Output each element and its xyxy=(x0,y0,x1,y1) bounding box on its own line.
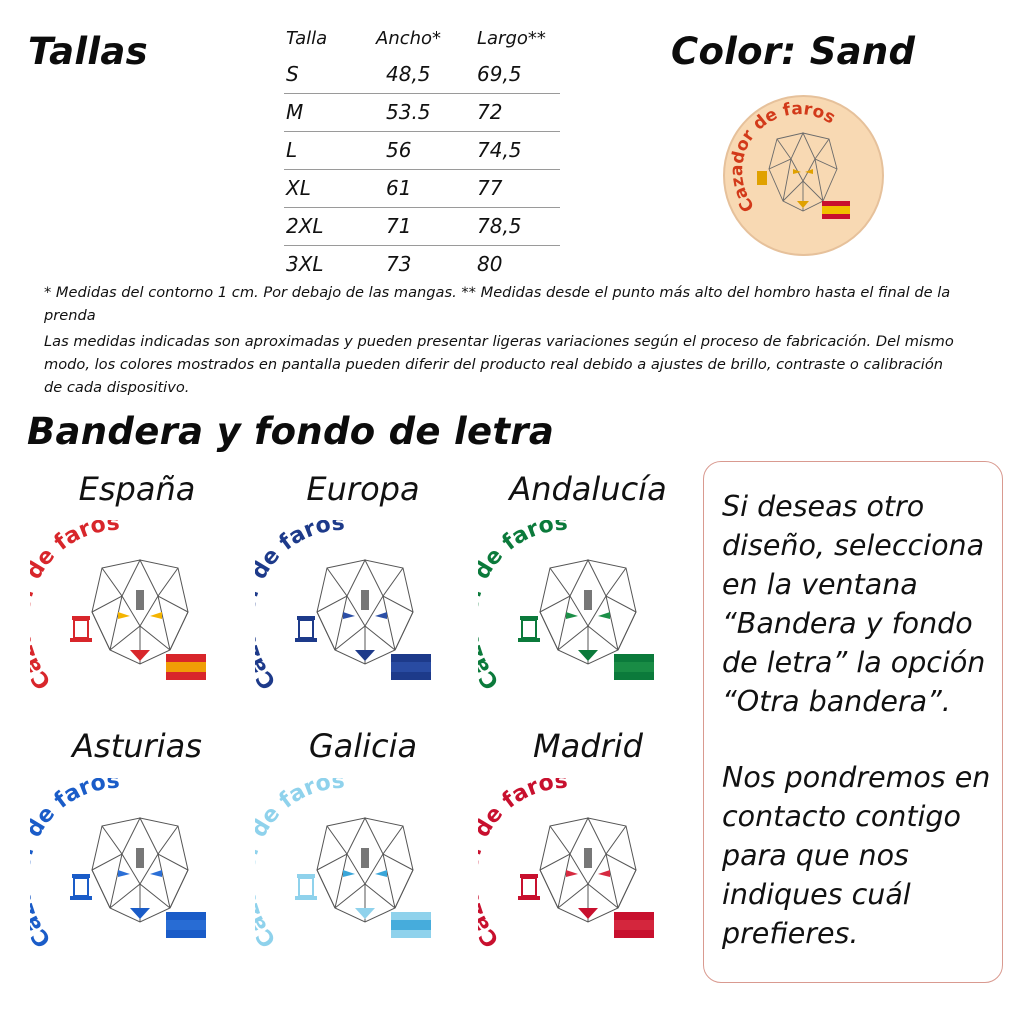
length-cell: 69,5 xyxy=(477,62,522,86)
lighthouse-icon xyxy=(518,874,540,900)
logo-text: e faros xyxy=(479,778,569,830)
spain-flag-icon xyxy=(822,201,850,219)
variant-logo-asturias[interactable] xyxy=(30,778,220,958)
table-row xyxy=(284,208,560,246)
puma-logo-icon xyxy=(478,520,668,700)
variant-label-asturias: Asturias xyxy=(72,727,202,765)
svg-text:Cazador de faros xyxy=(255,520,345,694)
size-cell: 2XL xyxy=(286,214,324,238)
logo-text: e faros xyxy=(256,520,346,572)
length-cell: 72 xyxy=(477,100,503,124)
size-table-header xyxy=(284,26,560,56)
variant-label-espana: España xyxy=(78,470,196,508)
andalucia-flag-icon xyxy=(614,654,654,680)
size-cell: L xyxy=(286,138,298,162)
header-ancho: Ancho* xyxy=(376,28,442,49)
logo-text: e faros xyxy=(31,520,121,572)
disclaimer-note: Las medidas indicadas son aproximadas y pueden presentar ligeras variaciones según el proceso de fabricación. Del mismo modo, los colores mostrados en pantalla pueden diferir del producto real debido a ajustes de brillo, contraste o calibración de cada dispositivo. xyxy=(44,333,954,396)
variant-label-madrid: Madrid xyxy=(533,727,643,765)
variant-logo-galicia[interactable] xyxy=(255,778,445,958)
color-swatch xyxy=(723,95,884,256)
length-cell: 74,5 xyxy=(477,138,522,162)
variant-label-andalucia: Andalucía xyxy=(509,470,667,508)
width-cell: 61 xyxy=(386,176,412,200)
puma-logo-icon xyxy=(255,778,445,958)
header-largo: Largo** xyxy=(477,28,546,49)
width-cell: 71 xyxy=(386,214,412,238)
puma-logo-icon xyxy=(478,778,668,958)
variant-logo-andalucia[interactable] xyxy=(478,520,668,700)
table-row xyxy=(284,132,560,170)
size-table xyxy=(284,26,560,283)
svg-text:Cazador de faros xyxy=(478,520,568,694)
galicia-flag-icon xyxy=(391,912,431,938)
variant-label-galicia: Galicia xyxy=(308,727,418,765)
asturias-flag-icon xyxy=(166,912,206,938)
eu-flag-icon xyxy=(391,654,431,680)
puma-logo-icon xyxy=(255,520,445,700)
length-cell: 80 xyxy=(477,252,503,276)
logo-text: e faros xyxy=(256,778,346,830)
width-cell: 73 xyxy=(386,252,412,276)
lighthouse-icon xyxy=(518,616,540,642)
table-row xyxy=(284,170,560,208)
puma-logo-icon xyxy=(30,520,220,700)
measures-note: * Medidas del contorno 1 cm. Por debajo de las mangas. ** Medidas desde el punto más alto del hombro hasta el final de la prenda xyxy=(44,284,951,324)
tallas-title: Tallas xyxy=(28,30,148,73)
bandera-title: Bandera y fondo de letra xyxy=(27,410,555,453)
variant-logo-espana[interactable] xyxy=(30,520,220,700)
variant-logo-madrid[interactable] xyxy=(478,778,668,958)
header-talla: Talla xyxy=(286,28,328,49)
table-row xyxy=(284,94,560,132)
width-cell: 53.5 xyxy=(386,100,431,124)
lighthouse-icon xyxy=(295,874,317,900)
color-title: Color: Sand xyxy=(671,30,916,73)
width-cell: 48,5 xyxy=(386,62,431,86)
madrid-flag-icon xyxy=(614,912,654,938)
spain-flag-icon xyxy=(166,654,206,680)
puma-logo-icon xyxy=(725,97,882,254)
variant-label-europa: Europa xyxy=(306,470,420,508)
svg-text:Cazador de faros xyxy=(255,778,345,952)
table-row xyxy=(284,56,560,94)
puma-logo-icon xyxy=(30,778,220,958)
size-cell: S xyxy=(286,62,299,86)
logo-text: e faros xyxy=(479,520,569,572)
info-paragraph-1: Si deseas otro diseño, selecciona en la ventana “Bandera y fondo de letra” la opción “Otra bandera”. xyxy=(722,490,986,718)
svg-text:Cazador de faros xyxy=(478,778,568,952)
size-cell: 3XL xyxy=(286,252,324,276)
size-cell: XL xyxy=(286,176,311,200)
lighthouse-icon xyxy=(295,616,317,642)
width-cell: 56 xyxy=(386,138,412,162)
info-paragraph-2: Nos pondremos en contacto contigo para que nos indiques cuál prefieres. xyxy=(722,761,991,950)
lighthouse-icon xyxy=(70,616,92,642)
length-cell: 78,5 xyxy=(477,214,522,238)
length-cell: 77 xyxy=(477,176,503,200)
svg-text:Cazador de faros xyxy=(30,778,120,952)
lighthouse-icon xyxy=(70,874,92,900)
size-cell: M xyxy=(286,100,304,124)
logo-text: e faros xyxy=(31,778,121,830)
swatch-logo-text: Cazador de faros xyxy=(727,99,839,216)
svg-text:Cazador de faros xyxy=(30,520,120,694)
variant-logo-europa[interactable] xyxy=(255,520,445,700)
table-row xyxy=(284,246,560,283)
